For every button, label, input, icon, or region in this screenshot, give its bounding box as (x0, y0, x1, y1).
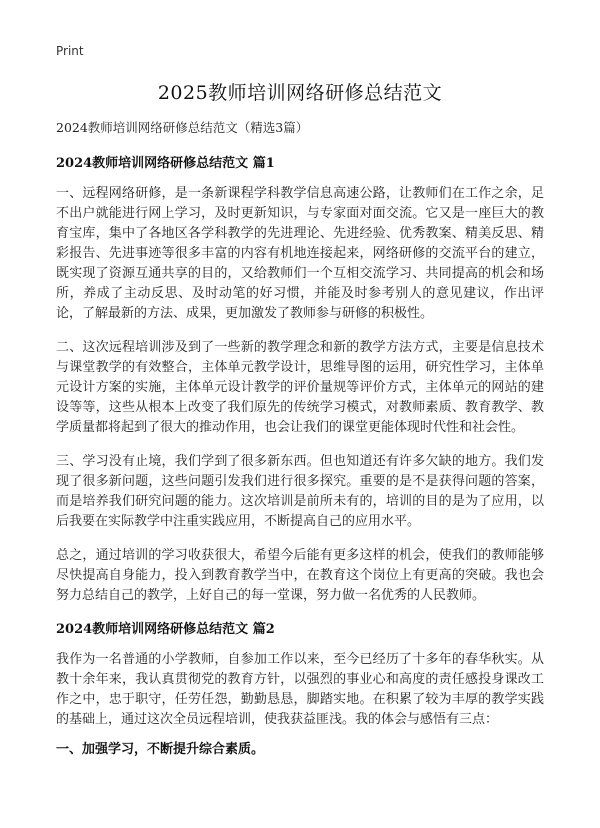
section-heading-1: 2024教师培训网络研修总结范文 篇1 (56, 156, 275, 171)
point-heading: 一、加强学习，不断提升综合素质。 (56, 742, 265, 757)
paragraph: 我作为一名普通的小学教师，自参加工作以来，至今已经历了十多年的春华秋实。从教十余年来，我认真贯彻党的教育方针，以强烈的事业心和高度的责任感投身课改工作之中，忠于职守，任劳任怨，勤勤恳恳，脚踏实地。在积累了较为丰厚的教学实践的基础上，通过这次全员远程培训，使我获益匪浅。我的体会与感悟有三点： (56, 652, 544, 727)
document-subtitle: 2024教师培训网络研修总结范文（精选3篇） (56, 120, 309, 135)
document-body (56, 118, 544, 760)
print-link[interactable]: Print (56, 44, 84, 58)
section-heading-2: 2024教师培训网络研修总结范文 篇2 (56, 622, 275, 637)
page-title: 2025教师培训网络研修总结范文 (157, 82, 443, 104)
paragraph: 一、远程网络研修，是一条新课程学科教学信息高速公路，让教师们在工作之余，足不出户就能进行网上学习，及时更新知识，与专家面对面交流。它又是一座巨大的教育宝库，集中了各地区各学科教学的先进理论、先进经验、优秀教案、精美反思、精彩报告、先进事迹等很多丰富的内容有机地连接起来，网络研修的交流平台的建立，既实现了资源互通共享的目的，又给教师们一个互相交流学习、共同提高的机会和场所，养成了主动反思、及时动笔的好习惯，并能及时参考别人的意见建议，作出评论，了解最新的方法、成果，更加激发了教师参与研修的积极性。 (56, 186, 544, 321)
paragraph: 三、学习没有止境，我们学到了很多新东西。但也知道还有许多欠缺的地方。我们发现了很多新问题，这些问题引发我们进行很多探究。重要的是不是获得问题的答案，而是培养我们研究问题的能力。这次培训是前所未有的，培训的目的是为了应用，以后我要在实际教学中注重实践应用，不断提高自己的应用水平。 (56, 454, 544, 529)
paragraph: 总之，通过培训的学习收获很大，希望今后能有更多这样的机会，使我们的教师能够尽快提高自身能力，投入到教育教学当中，在教育这个岗位上有更高的突破。我也会努力总结自己的教学，上好自己的每一堂课，努力做一名优秀的人民教师。 (56, 548, 544, 603)
paragraph: 二、这次远程培训涉及到了一些新的教学理念和新的教学方法方式，主要是信息技术与课堂教学的有效整合，主体单元教学设计，思维导图的运用，研究性学习，主体单元设计方案的实施，主体单元设计教学的评价量规等评价方式，主体单元的网站的建设等等，这些从根本上改变了我们原先的传统学习模式，对教师素质、教育教学、教学质量都将起到了很大的推动作用，也会让我们的课堂更能体现时代性和社会性。 (56, 340, 544, 435)
